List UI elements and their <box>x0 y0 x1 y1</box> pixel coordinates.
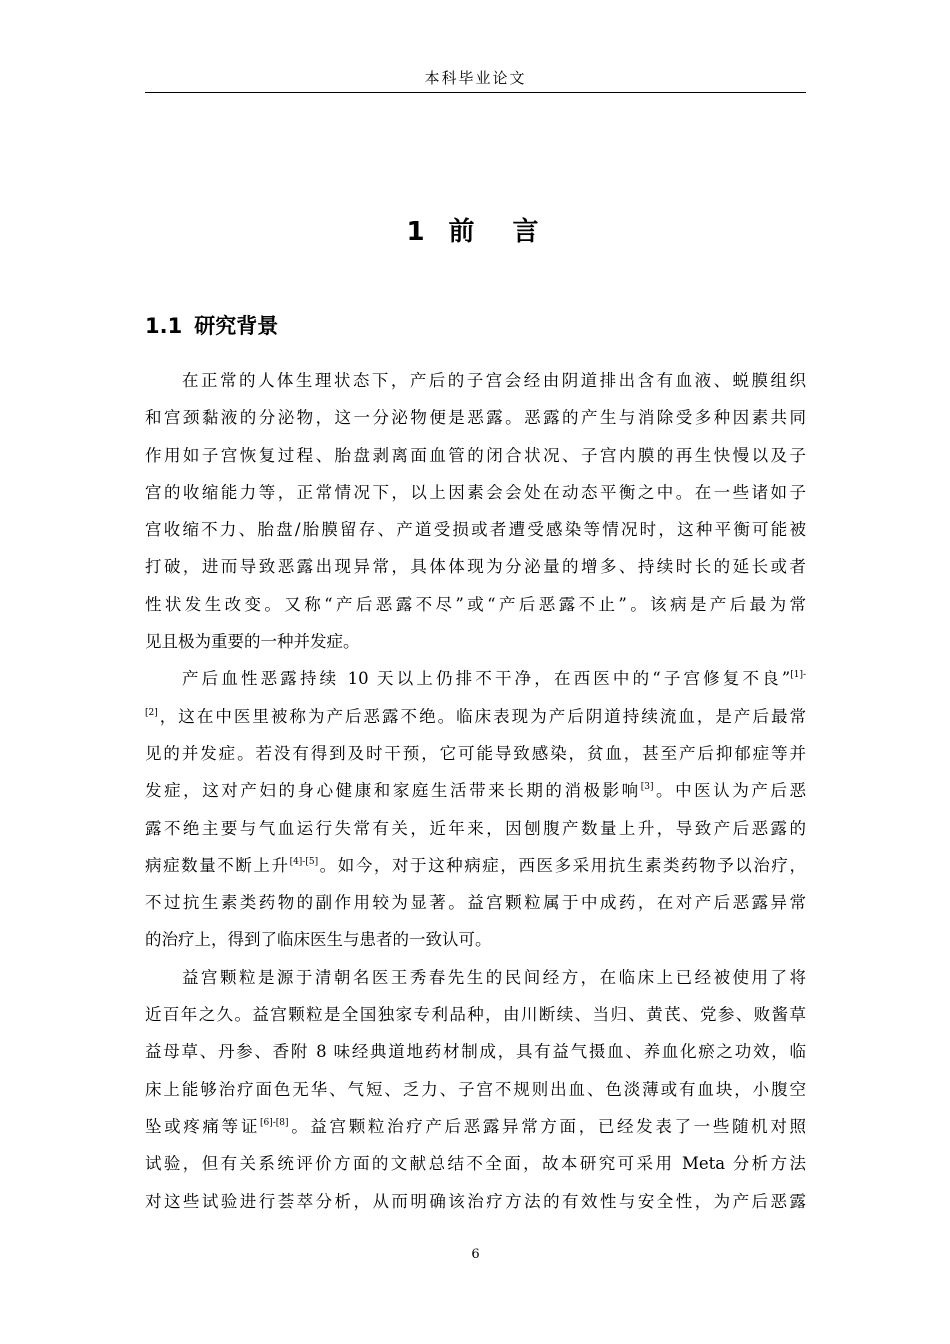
citation: [1]- <box>790 670 806 681</box>
text-line: 近百年之久。益宫颗粒是全国独家专利品种，由川断续、当归、黄芪、党参、败酱草 <box>145 1005 806 1025</box>
text-run: ，这在中医里被称为产后恶露不绝。临床表现为产后阴道持续流血，是产后最常 <box>157 706 806 726</box>
text-line: 作用如子宫恢复过程、胎盘剥离面血管的闭合状况、子宫内膜的再生快慢以及子 <box>145 445 806 465</box>
text-line: 对这些试验进行荟萃分析，从而明确该治疗方法的有效性与安全性，为产后恶露 <box>145 1191 806 1211</box>
text-line: 打破，进而导致恶露出现异常，具体体现为分泌量的增多、持续时长的延长或者 <box>145 557 806 577</box>
text-line: 益宫颗粒是源于清朝名医王秀春先生的民间经方，在临床上已经被使用了将 <box>182 967 806 987</box>
text-run: 发症，这对产妇的身心健康和家庭生活带来长期的消极影响 <box>145 781 641 801</box>
text-line <box>145 698 806 735</box>
text-line: 的治疗上，得到了临床医生与患者的一致认可。 <box>145 930 492 950</box>
text-line: 床上能够治疗面色无华、气短、乏力、子宫不规则出血、色淡薄或有血块，小腹空 <box>145 1079 806 1099</box>
text-line <box>145 772 806 809</box>
text-line: 益母草、丹参、香附 8 味经典道地药材制成，具有益气摄血、养血化瘀之功效，临 <box>145 1042 806 1062</box>
body-text <box>145 362 806 1220</box>
running-header: 本科毕业论文 <box>424 69 527 87</box>
chapter-title-text: 前 言 <box>448 217 545 247</box>
citation: [3] <box>640 782 654 793</box>
header-rule <box>145 92 806 93</box>
text-line <box>145 660 806 697</box>
text-run: 。如今，对于这种病症，西医多采用抗生素类药物予以治疗， <box>318 855 807 875</box>
chapter-number: 1 <box>406 217 431 247</box>
text-line: 不过抗生素类药物的副作用较为显著。益宫颗粒属于中成药，在对产后恶露异常 <box>145 893 806 913</box>
text-run: 产后血性恶露持续 10 天以上仍排不干净，在西医中的“子宫修复不良” <box>182 669 791 689</box>
text-line: 宫收缩不力、胎盘/胎膜留存、产道受损或者遭受感染等情况时，这种平衡可能被 <box>145 520 806 540</box>
text-line <box>145 1108 806 1145</box>
text-line: 性状发生改变。又称“产后恶露不尽”或“产后恶露不止”。该病是产后最为常 <box>145 594 806 614</box>
text-run: 坠或疼痛等证 <box>145 1116 260 1136</box>
text-line <box>145 847 806 884</box>
text-line: 在正常的人体生理状态下，产后的子宫会经由阴道排出含有血液、蜕膜组织 <box>182 371 806 390</box>
page-number: 6 <box>471 1247 480 1262</box>
text-line: 宫的收缩能力等，正常情况下，以上因素会会处在动态平衡之中。在一些诸如子 <box>145 482 806 502</box>
text-run: 病症数量不断上升 <box>145 855 290 875</box>
text-line: 和宫颈黏液的分泌物，这一分泌物便是恶露。恶露的产生与消除受多种因素共同 <box>145 408 806 428</box>
text-line: 见的并发症。若没有得到及时干预，它可能导致感染，贫血，甚至产后抑郁症等并 <box>145 743 806 763</box>
citation: [2] <box>145 707 158 718</box>
citation: [4]-[5] <box>289 856 319 867</box>
text-line: 见且极为重要的一种并发症。 <box>145 632 360 652</box>
section-title-text: 研究背景 <box>194 314 279 338</box>
citation: [6]-[8] <box>260 1117 289 1128</box>
section-title <box>145 309 278 343</box>
text-run: 。益宫颗粒治疗产后恶露异常方面，已经发表了一些随机对照 <box>288 1116 807 1136</box>
text-line: 露不绝主要与气血运行失常有关，近年来，因刨腹产数量上升，导致产后恶露的 <box>145 818 806 838</box>
text-line: 试验，但有关系统评价方面的文献总结不全面，故本研究可采用 Meta 分析方法 <box>145 1154 806 1174</box>
section-number: 1.1 <box>145 314 183 338</box>
text-run: 。中医认为产后恶 <box>653 781 807 801</box>
chapter-title <box>145 212 806 252</box>
